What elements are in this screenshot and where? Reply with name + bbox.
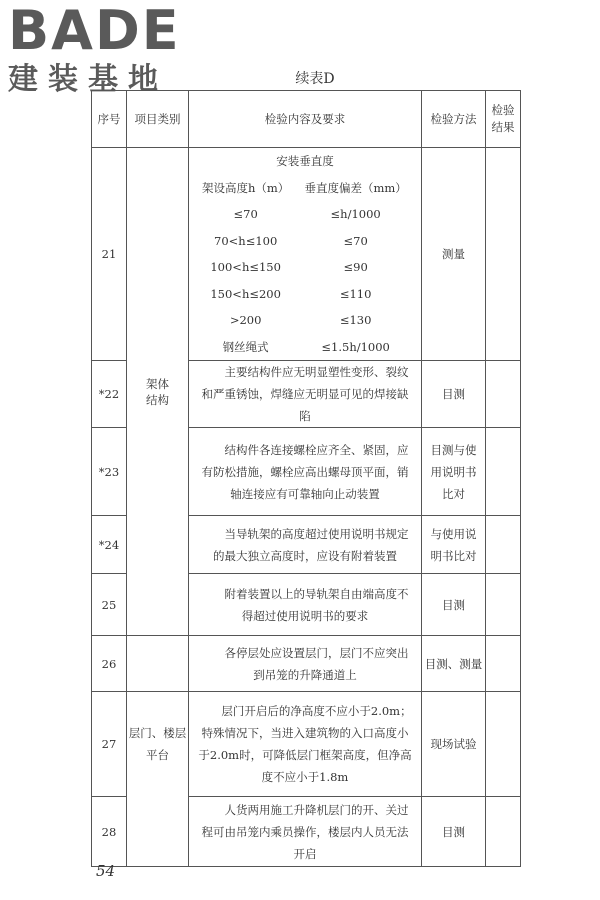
category-cell: 架体结构 <box>127 148 189 636</box>
header-method: 检验方法 <box>422 91 486 148</box>
header-result: 检验结果 <box>486 91 521 148</box>
row-content-text: 各停层处应设置层门，层门不应突出到吊笼的升降通道上 <box>224 645 409 682</box>
header-row <box>92 91 521 148</box>
header-content: 检验内容及要求 <box>189 91 422 148</box>
row-result <box>486 574 521 636</box>
row-method: 目测 <box>422 797 486 867</box>
row-result <box>486 516 521 574</box>
spec-table <box>195 148 415 360</box>
spec-col1-header: 架设高度h（m） <box>201 180 290 195</box>
row-content <box>189 636 422 692</box>
spec-title: 安装垂直度 <box>276 154 334 169</box>
spec-deviation: ≤h/1000 <box>330 207 381 222</box>
brand-logo <box>8 0 181 104</box>
row-seq: *22 <box>92 361 127 428</box>
row-method: 与使用说明书比对 <box>422 516 486 574</box>
row-seq: 25 <box>92 574 127 636</box>
spec-deviation: ≤1.5h/1000 <box>321 339 390 354</box>
spec-height: ≤70 <box>233 207 258 222</box>
row-method: 目测与使用说明书比对 <box>422 428 486 516</box>
table-row <box>92 636 521 692</box>
category-cell-empty <box>127 636 189 692</box>
row-method: 目测 <box>422 361 486 428</box>
row-content <box>189 516 422 574</box>
row-result <box>486 692 521 797</box>
row-content <box>189 574 422 636</box>
row-content <box>189 797 422 867</box>
row-result <box>486 148 521 361</box>
row-seq: *24 <box>92 516 127 574</box>
row-result <box>486 428 521 516</box>
spec-deviation: ≤90 <box>343 260 368 275</box>
row-method: 目测 <box>422 574 486 636</box>
row-seq: 27 <box>92 692 127 797</box>
spec-cell <box>189 148 422 361</box>
row-seq: 28 <box>92 797 127 867</box>
row-result <box>486 361 521 428</box>
header-seq: 序号 <box>92 91 127 148</box>
logo-brand-text: BADE <box>8 0 181 62</box>
spec-deviation: ≤110 <box>339 286 372 301</box>
spec-col2-header: 垂直度偏差（mm） <box>304 180 407 195</box>
category-cell: 层门、楼层平台 <box>127 692 189 867</box>
spec-height: 150<h≤200 <box>210 286 281 301</box>
row-content <box>189 692 422 797</box>
table-row <box>92 692 521 797</box>
row-content <box>189 428 422 516</box>
row-content <box>189 361 422 428</box>
row-content-text: 主要结构件应无明显塑性变形、裂纹和严重锈蚀，焊缝应无明显可见的焊接缺陷 <box>201 365 409 423</box>
spec-height: 70<h≤100 <box>214 233 278 248</box>
row-result <box>486 797 521 867</box>
row-result <box>486 636 521 692</box>
row-content-text: 当导轨架的高度超过使用说明书规定的最大独立高度时，应设有附着装置 <box>213 526 409 563</box>
row-content-text: 层门开启后的净高度不应小于2.0m；特殊情况下，当进入建筑物的入口高度小于2.0m时，可降低层门框架高度，但净高度不应小于1.8m <box>198 704 412 784</box>
row-method: 测量 <box>422 148 486 361</box>
spec-deviation: ≤130 <box>339 313 372 328</box>
row-content-text: 人货两用施工升降机层门的开、关过程可由吊笼内乘员操作，楼层内人员无法开启 <box>201 802 409 861</box>
logo-sub-text: 建装基地 <box>8 62 168 97</box>
row-seq: 21 <box>92 148 127 361</box>
row-method: 现场试验 <box>422 692 486 797</box>
spec-height: >200 <box>229 313 262 328</box>
spec-height: 100<h≤150 <box>210 260 281 275</box>
inspection-table <box>91 90 521 867</box>
row-content-text: 结构件各连接螺栓应齐全、紧固，应有防松措施，螺栓应高出螺母顶平面，销轴连接应有可靠轴向止动装置 <box>201 442 409 501</box>
row-method: 目测、测量 <box>422 636 486 692</box>
header-category: 项目类别 <box>127 91 189 148</box>
table-caption: 续表D <box>295 71 335 87</box>
row-content-text: 附着装置以上的导轨架自由端高度不得超过使用说明书的要求 <box>224 586 409 623</box>
page-number: 54 <box>96 862 116 880</box>
spec-height: 钢丝绳式 <box>222 339 269 354</box>
spec-deviation: ≤70 <box>343 233 368 248</box>
row-seq: *23 <box>92 428 127 516</box>
table-row <box>92 148 521 361</box>
row-seq: 26 <box>92 636 127 692</box>
